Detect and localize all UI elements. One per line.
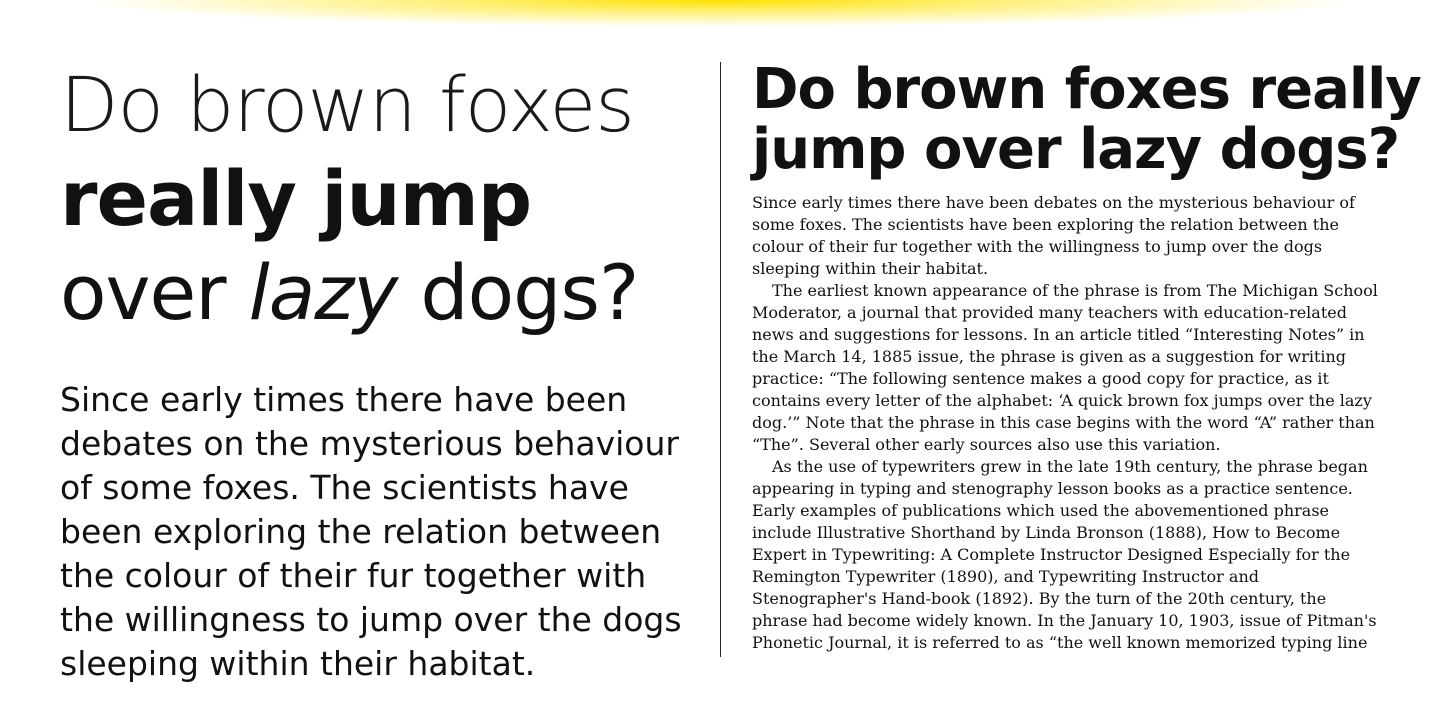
headline-line-light: Do brown foxes	[60, 60, 634, 149]
small-body-text	[752, 192, 1384, 654]
body-paragraph-1: Since early times there have been debates on the mysterious behaviour of some foxes. The scientists have been exploring the relation between the colour of their fur together with the willingness to jump over the dogs sleeping within their habitat.	[752, 193, 1355, 278]
small-headline	[752, 57, 1421, 182]
small-headline-line-2: jump over lazy dogs?	[752, 117, 1400, 182]
large-headline	[60, 58, 700, 340]
headline-word-lazy-italic: lazy	[248, 248, 398, 337]
column-divider	[720, 62, 721, 657]
headline-word-dogs: dogs?	[397, 248, 639, 337]
body-paragraph-3: As the use of typewriters grew in the late 19th century, the phrase began appearing in typing and stenography lesson books as a practice sentence. Early examples of publications which used the abovementioned phrase include Illustrative Shorthand by Linda Bronson (1888), How to Become Expert in Typewriting: A Complete Instructor Designed Especially for the Remington Typewriter (1890), and Typewriting Instructor and Stenographer's Hand-book (1892). By the turn of the 20th century, the phrase had become widely known. In the January 10, 1903, issue of Pitman's Phonetic Journal, it is referred to as “the well known memorized typing line	[752, 457, 1377, 652]
small-headline-line-1: Do brown foxes really	[752, 57, 1421, 122]
headline-line-bold: really jump	[60, 154, 532, 243]
top-yellow-glow	[0, 0, 1440, 34]
body-paragraph-2: The earliest known appearance of the phrase is from The Michigan School Moderator, a journal that provided many teachers with education-related news and suggestions for lessons. In an article titled “Interesting Notes” in the March 14, 1885 issue, the phrase is given as a suggestion for writing practice: “The following sentence makes a good copy for practice, as it contains every letter of the alphabet: ‘A quick brown fox jumps over the lazy dog.’” Note that the phrase in this case begins with the word “A” rather than “The”. Several other early sources also use this variation.	[752, 281, 1378, 454]
headline-word-over: over	[60, 248, 249, 337]
headline-line-mixed	[60, 246, 700, 340]
small-specimen-column	[752, 57, 1421, 654]
large-specimen-column	[60, 58, 700, 686]
large-body-text: Since early times there have been debates on the mysterious behaviour of some foxes. The scientists have been exploring the relation between the colour of their fur together with the willingness to jump over the dogs sleeping within their habitat.	[60, 380, 682, 683]
